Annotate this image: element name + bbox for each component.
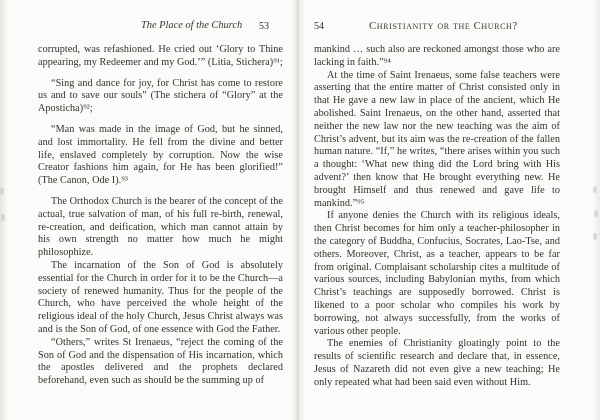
left-page-number: 53 <box>259 21 269 32</box>
page-gutter-shadow <box>291 0 305 420</box>
paragraph: mankind … such also are reckoned amongst those who are lacking in faith.”⁹⁴ <box>314 44 560 68</box>
right-page-number: 54 <box>314 21 324 32</box>
paragraph: The enemies of Christianity gloatingly point to the results of scientific research and declare that, in essence, Jesus of Nazareth did not even give a new teaching; He only repeated what had been said even without Him. <box>314 338 560 388</box>
left-running-head <box>38 20 283 34</box>
scan-edge-shadow-left <box>0 0 8 420</box>
paragraph: “Sing and dance for joy, for Christ has come to restore us and to save our souls” (The stichera of “Glory” at the Aposticha)⁹²; <box>38 77 283 115</box>
paragraph: “Man was made in the image of God, but he sinned, and lost immortality. He fell from the divine and better life, enslaved completely by corruption. Now the wise Creator fashions him again, for He has been glorified!” (The Canon, Ode I).⁹³ <box>38 123 283 187</box>
scan-artifact <box>0 188 4 195</box>
right-book-title: Christianity or the Church? <box>369 20 518 32</box>
scan-artifact <box>593 186 597 193</box>
paragraph: At the time of Saint Irenaeus, some false teachers were asserting that the entire matter of Christ consisted only in that He gave a new law in place of the ancient, which He abolished. Saint Irenaeus, on the other hand, asserted that neither the new law nor the new teaching was the aim of Christ’s advent, but its aim was the re-creation of the fallen human nature. “If,” he writes, “there arises within you such a thought: ‘What new thing did the Lord bring with His advent?’ then know that He brought everything new. He brought Himself and thus renewed and gave life to mankind.”⁹⁵ <box>314 69 560 209</box>
left-page-body <box>38 44 283 388</box>
paragraph: The Orthodox Church is the bearer of the concept of the actual, true salvation of man, of his full re-birth, renewal, re-creation, and deification, which man cannot attain by his own strength no matter how much he might philosophize. <box>38 195 283 259</box>
scan-artifact <box>594 210 598 217</box>
paragraph: corrupted, was refashioned. He cried out ‘Glory to Thine appearing, my Redeemer and my God.’” (Litia, Stichera)⁹¹; <box>38 44 283 68</box>
right-running-head <box>314 20 560 34</box>
scan-artifact <box>1 214 5 221</box>
left-chapter-title: The Place of the Church <box>141 20 243 31</box>
paragraph: If anyone denies the Church with its religious ideals, then Christ becomes for him only a teacher-philosopher in the category of Buddha, Confucius, Socrates, Lao-Tse, and others. Moreover, Christ, as a teacher, appears to be far from original. Complaisant scholarship cites a multitude of various sources, including Babylonian myths, from which Christ’s teachings are supposedly borrowed. Christ is likened to a poor scholar who compiles his work by borrowing, not always successfully, from the works of various other people. <box>314 210 560 337</box>
left-page <box>38 20 283 388</box>
paragraph: “Others,” writes St Irenaeus, “reject the coming of the Son of God and the dispensation of His incarnation, which the apostles delivered and the prophets declared beforehand, even such as should be the summing up of <box>38 336 283 387</box>
scan-artifact <box>593 233 597 240</box>
right-page-body <box>314 44 560 390</box>
paragraph: The incarnation of the Son of God is absolutely essential for the Church in order for it to be the Church—a society of renewed humanity. Thus for the people of the Church, who have perceived the whole height of the religious ideal of the holy Church, Jesus Christ always was and is the Son of God, of one essence with God the Father. <box>38 259 283 335</box>
right-page <box>314 20 560 390</box>
